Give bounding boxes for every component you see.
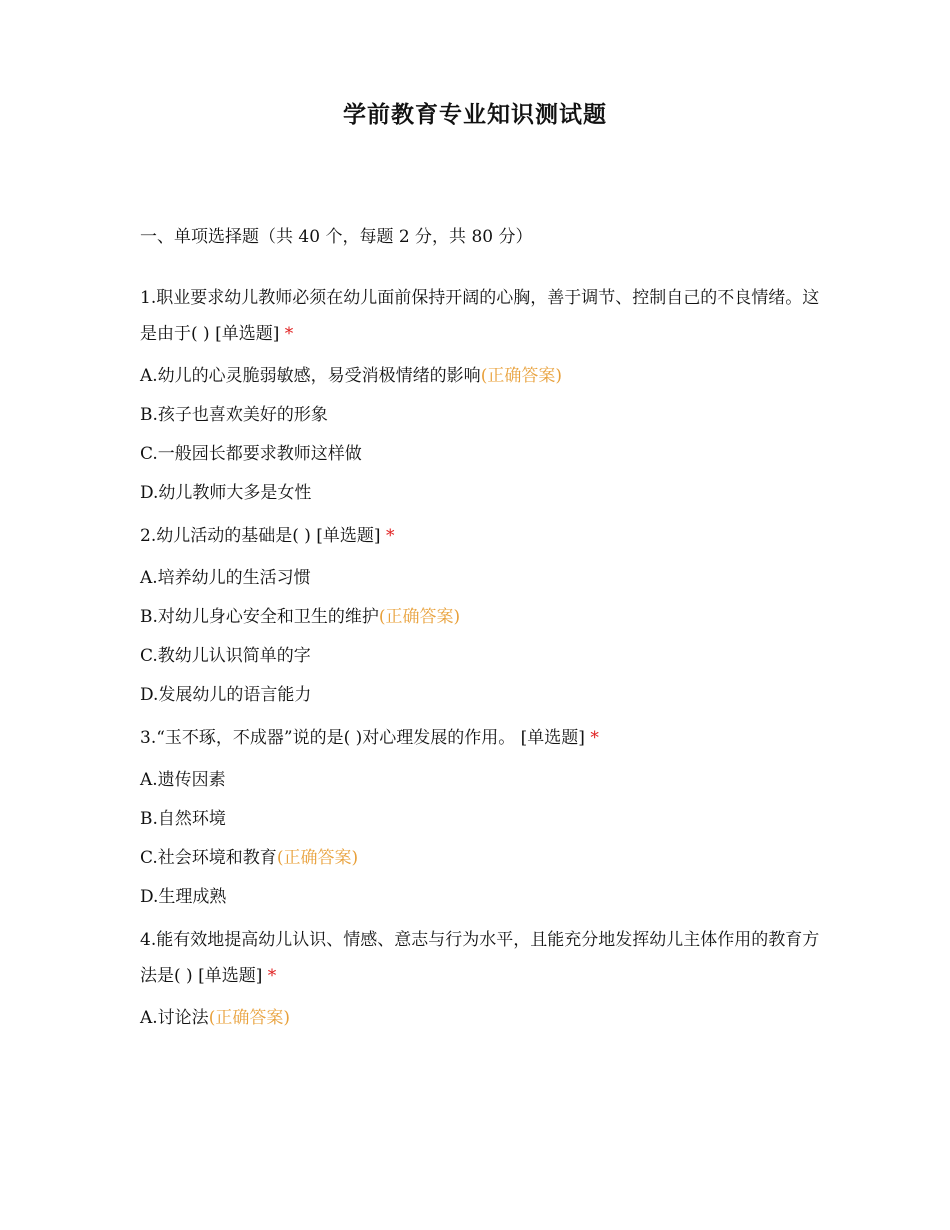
option-text: D.幼儿教师大多是女性 <box>140 483 312 503</box>
option-text: A.讨论法 <box>140 1008 209 1028</box>
option-text: D.生理成熟 <box>140 887 227 907</box>
question-4 <box>140 922 820 1032</box>
question-text <box>140 720 820 756</box>
required-marker: * <box>590 728 599 748</box>
option-text: A.培养幼儿的生活习惯 <box>140 568 311 588</box>
question-text <box>140 280 820 352</box>
section-heading: 一、单项选择题（共 40 个，每题 2 分，共 80 分） <box>140 227 533 247</box>
question-text-content: 1.职业要求幼儿教师必须在幼儿面前保持开阔的心胸，善于调节、控制自己的不良情绪。这 是由于( ) [单选题] <box>140 288 820 344</box>
question-text-content: 3.“玉不琢，不成器”说的是( )对心理发展的作用。 [单选题] <box>140 728 585 748</box>
answer-option <box>140 766 820 794</box>
question-text-content: 2.幼儿活动的基础是( ) [单选题] <box>140 526 381 546</box>
answer-option <box>140 362 820 390</box>
required-marker: * <box>284 324 294 344</box>
option-text: C.一般园长都要求教师这样做 <box>140 444 362 464</box>
option-text: A.幼儿的心灵脆弱敏感，易受消极情绪的影响 <box>140 366 481 386</box>
correct-answer-marker: (正确答案) <box>276 848 359 868</box>
option-text: B.对幼儿身心安全和卫生的维护 <box>140 607 379 627</box>
answer-option <box>140 564 820 592</box>
question-3 <box>140 720 820 911</box>
correct-answer-marker: (正确答案) <box>378 607 461 627</box>
answer-option <box>140 440 820 468</box>
question-1 <box>140 280 820 507</box>
answer-option <box>140 401 820 429</box>
option-text: B.自然环境 <box>140 809 226 829</box>
option-text: A.遗传因素 <box>140 770 226 790</box>
question-text <box>140 518 820 554</box>
answer-option <box>140 642 820 670</box>
required-marker: * <box>267 966 277 986</box>
question-2 <box>140 518 820 709</box>
answer-option <box>140 883 820 911</box>
option-text: D.发展幼儿的语言能力 <box>140 685 312 705</box>
question-list <box>140 280 820 1043</box>
answer-option <box>140 1004 820 1032</box>
document-title: 学前教育专业知识测试题 <box>343 102 607 128</box>
answer-option <box>140 603 820 631</box>
required-marker: * <box>385 526 395 546</box>
option-text: C.社会环境和教育 <box>140 848 277 868</box>
answer-option <box>140 479 820 507</box>
answer-option <box>140 805 820 833</box>
correct-answer-marker: (正确答案) <box>480 366 562 386</box>
answer-option <box>140 844 820 872</box>
question-text-content: 4.能有效地提高幼儿认识、情感、意志与行为水平，且能充分地发挥幼儿主体作用的教育方 法是( ) [单选题] <box>140 930 820 986</box>
option-text: B.孩子也喜欢美好的形象 <box>140 405 328 425</box>
question-text <box>140 922 820 994</box>
correct-answer-marker: (正确答案) <box>208 1008 290 1028</box>
answer-option <box>140 681 820 709</box>
option-text: C.教幼儿认识简单的字 <box>140 646 311 666</box>
